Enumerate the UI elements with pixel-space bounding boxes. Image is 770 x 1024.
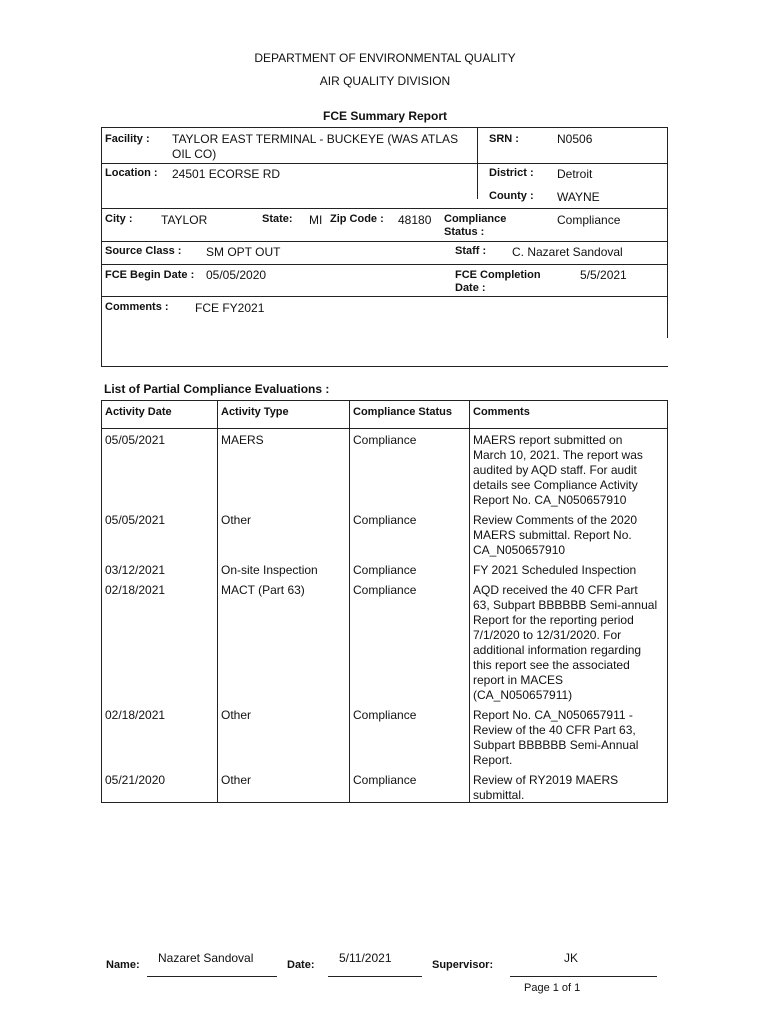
pce-col-divider-3: [469, 400, 470, 803]
comment-line: Report No. CA_N050657910: [473, 493, 627, 507]
division-title: AIR QUALITY DIVISION: [319, 74, 451, 88]
activity-type-cell: On-site Inspection: [221, 563, 318, 577]
state-label: State:: [262, 213, 293, 225]
col-header-activity-date: Activity Date: [105, 406, 172, 418]
srn-value: N0506: [557, 132, 593, 146]
comment-line: Report for the reporting period: [473, 613, 634, 627]
compliance-status-label-1: Compliance: [444, 213, 507, 225]
comment-line: Subpart BBBBBB Semi-Annual: [473, 738, 639, 752]
facility-value-line1: TAYLOR EAST TERMINAL - BUCKEYE (WAS ATLAS: [172, 132, 459, 146]
fce-begin-value: 05/05/2020: [206, 268, 267, 282]
report-title: FCE Summary Report: [322, 109, 448, 123]
date-label: Date:: [287, 959, 315, 971]
comment-line: March 10, 2021. The report was: [473, 448, 643, 462]
comment-line: submittal.: [473, 788, 525, 802]
pce-section-title: List of Partial Compliance Evaluations :: [104, 382, 330, 396]
comments-label: Comments :: [105, 301, 169, 313]
facility-label: Facility :: [105, 133, 150, 145]
pce-col-divider-1: [217, 400, 218, 803]
comment-line: Review of RY2019 MAERS: [473, 773, 619, 787]
name-value: Nazaret Sandoval: [158, 951, 254, 965]
activity-date-cell: 05/05/2021: [105, 513, 166, 527]
comment-line: CA_N050657910: [473, 543, 566, 557]
comments-cell: [473, 513, 669, 558]
comment-line: this report see the associated: [473, 658, 630, 672]
activity-type-cell: MAERS: [221, 433, 264, 447]
state-value: MI: [309, 213, 323, 227]
comment-line: Review Comments of the 2020: [473, 513, 638, 527]
srn-label: SRN :: [489, 133, 519, 145]
comment-line: Review of the 40 CFR Part 63,: [473, 723, 636, 737]
comments-cell: [473, 583, 669, 703]
staff-label: Staff :: [455, 245, 487, 257]
location-value: 24501 ECORSE RD: [172, 167, 281, 181]
row-divider-1: [101, 163, 668, 164]
comments-cell: [473, 433, 669, 508]
comment-line: FY 2021 Scheduled Inspection: [473, 563, 637, 577]
facility-box-right: [667, 127, 668, 338]
pce-col-divider-2: [349, 400, 350, 803]
pce-table-header-bottom: [101, 428, 668, 429]
facility-value-line2: OIL CO): [172, 147, 217, 161]
name-label: Name:: [106, 959, 140, 971]
comments-value: FCE FY2021: [195, 301, 265, 315]
source-class-value: SM OPT OUT: [206, 245, 281, 259]
pce-table-left: [101, 400, 102, 803]
comment-line: MAERS submittal. Report No.: [473, 528, 632, 542]
district-value: Detroit: [557, 167, 593, 181]
comment-line: MAERS report submitted on: [473, 433, 623, 447]
county-label: County :: [489, 190, 534, 202]
pce-table-top: [101, 400, 668, 401]
row-divider-3: [101, 241, 668, 242]
comment-line: Report.: [473, 753, 513, 767]
zip-label: Zip Code :: [330, 213, 384, 225]
comment-line: details see Compliance Activity: [473, 478, 638, 492]
fce-completion-label-1: FCE Completion: [455, 269, 541, 281]
zip-value: 48180: [398, 213, 432, 227]
source-class-label: Source Class :: [105, 245, 182, 257]
county-value: WAYNE: [557, 190, 600, 204]
fce-completion-value: 5/5/2021: [580, 268, 627, 282]
activity-type-cell: Other: [221, 708, 252, 722]
supervisor-value: JK: [564, 951, 579, 965]
activity-date-cell: 02/18/2021: [105, 708, 166, 722]
col-header-comments: Comments: [473, 406, 530, 418]
compliance-status-cell: Compliance: [353, 563, 417, 577]
col-header-compliance-status: Compliance Status: [353, 406, 453, 418]
comment-line: 63, Subpart BBBBBB Semi-annual: [473, 598, 658, 612]
staff-value: C. Nazaret Sandoval: [512, 245, 623, 259]
comments-cell: [473, 563, 669, 578]
activity-date-cell: 03/12/2021: [105, 563, 166, 577]
activity-date-cell: 05/05/2021: [105, 433, 166, 447]
row-divider-5: [101, 296, 668, 297]
comment-line: additional information regarding: [473, 643, 642, 657]
comment-line: 7/1/2020 to 12/31/2020. For: [473, 628, 622, 642]
activity-type-cell: Other: [221, 513, 252, 527]
comments-cell: [473, 708, 669, 768]
date-signature-line: [328, 976, 422, 977]
comment-line: Report No. CA_N050657911 -: [473, 708, 633, 722]
compliance-status-value: Compliance: [557, 213, 621, 227]
comment-line: AQD received the 40 CFR Part: [473, 583, 638, 597]
comment-line: report in MACES: [473, 673, 564, 687]
pce-table: [101, 400, 668, 803]
facility-box-bottom: [101, 366, 668, 367]
department-title: DEPARTMENT OF ENVIRONMENTAL QUALITY: [254, 51, 516, 65]
city-value: TAYLOR: [161, 213, 208, 227]
row-divider-4: [101, 264, 668, 265]
col-header-activity-type: Activity Type: [221, 406, 289, 418]
compliance-status-cell: Compliance: [353, 583, 417, 597]
compliance-status-cell: Compliance: [353, 513, 417, 527]
activity-type-cell: MACT (Part 63): [221, 583, 305, 597]
date-value: 5/11/2021: [339, 951, 392, 965]
page-number: Page 1 of 1: [524, 982, 581, 994]
city-label: City :: [105, 213, 133, 225]
compliance-status-label-2: Status :: [444, 226, 485, 238]
comment-line: audited by AQD staff. For audit: [473, 463, 637, 477]
location-label: Location :: [105, 167, 158, 179]
district-label: District :: [489, 167, 534, 179]
facility-box-top: [101, 127, 668, 128]
fce-begin-label: FCE Begin Date :: [105, 269, 195, 281]
comments-cell: [473, 773, 669, 803]
supervisor-label: Supervisor:: [432, 959, 494, 971]
activity-type-cell: Other: [221, 773, 252, 787]
supervisor-signature-line: [510, 976, 657, 977]
comment-line: (CA_N050657911): [473, 688, 573, 702]
activity-date-cell: 02/18/2021: [105, 583, 166, 597]
fce-completion-label-2: Date :: [455, 282, 486, 294]
activity-date-cell: 05/21/2020: [105, 773, 166, 787]
compliance-status-cell: Compliance: [353, 433, 417, 447]
name-signature-line: [147, 976, 277, 977]
row-divider-2: [101, 208, 668, 209]
compliance-status-cell: Compliance: [353, 773, 417, 787]
compliance-status-cell: Compliance: [353, 708, 417, 722]
